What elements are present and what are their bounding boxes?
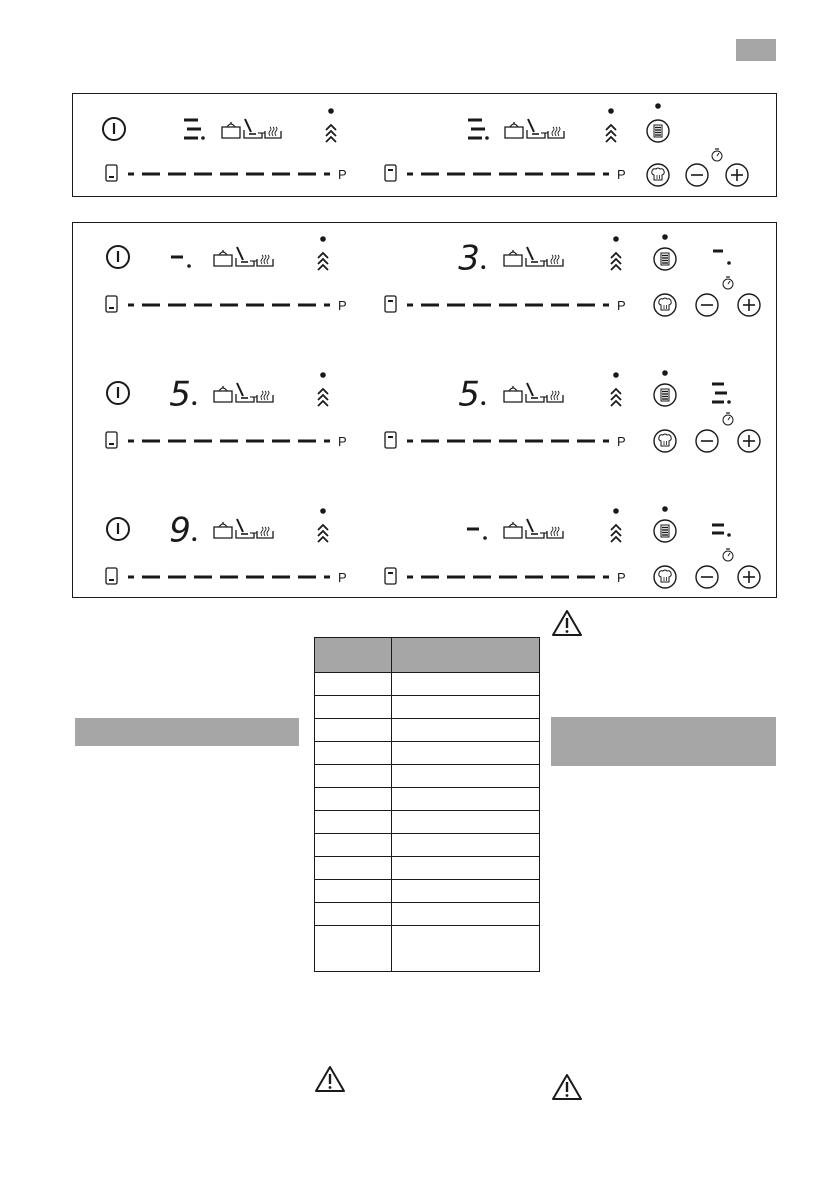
panel-examples-graphics	[73, 223, 778, 599]
menu-icon[interactable]	[654, 520, 676, 542]
zone-indicator-icon	[320, 236, 326, 242]
table-cell	[315, 673, 392, 695]
frying-pan-icon	[236, 383, 257, 402]
pot-icon	[505, 122, 523, 138]
cookware-icons	[504, 519, 563, 538]
slider-end-label: P	[338, 298, 347, 313]
table-row	[315, 765, 539, 788]
display-digit: 5	[169, 374, 191, 415]
table-cell	[392, 811, 539, 833]
table-cell	[392, 673, 539, 695]
table-row	[315, 673, 539, 696]
power-level-display	[458, 238, 485, 278]
pot-icon	[214, 386, 232, 402]
power-slider[interactable]	[385, 296, 626, 313]
page-tab	[736, 39, 776, 61]
power-slider[interactable]	[106, 165, 347, 182]
display-digit: 5	[458, 374, 480, 415]
zone-indicator-icon	[662, 234, 668, 240]
power-level-display	[171, 257, 191, 268]
plus-icon[interactable]	[738, 430, 760, 452]
pot-icon	[214, 522, 232, 538]
zone-indicator-icon	[613, 236, 619, 242]
minus-icon[interactable]	[696, 294, 718, 316]
timer-display	[712, 384, 731, 404]
zone-indicator-icon	[385, 432, 396, 448]
menu-icon[interactable]	[654, 384, 676, 406]
section-heading-bar-left	[75, 718, 299, 746]
panel-top	[72, 93, 777, 197]
pot-icon	[222, 122, 240, 138]
pot-icon	[504, 386, 522, 402]
griddle-icon	[257, 255, 273, 266]
timer-display	[712, 525, 731, 537]
warning-icon	[551, 1073, 583, 1101]
chef-icon[interactable]	[654, 566, 676, 588]
slider-end-label: P	[617, 570, 626, 585]
griddle-icon	[257, 527, 273, 538]
cookware-icons	[214, 383, 273, 402]
table-row	[315, 696, 539, 719]
slider-end-label: P	[617, 298, 626, 313]
chef-icon[interactable]	[654, 430, 676, 452]
table-header-cell	[392, 638, 539, 672]
power-icon[interactable]	[107, 518, 129, 540]
table-cell	[392, 765, 539, 787]
table-row	[315, 880, 539, 903]
zone-indicator-icon	[328, 108, 334, 114]
boost-icon[interactable]	[611, 508, 621, 542]
cookware-icons	[222, 119, 281, 138]
slider-end-label: P	[338, 570, 347, 585]
power-icon[interactable]	[107, 246, 129, 268]
chef-icon[interactable]	[654, 294, 676, 316]
power-level-display	[169, 510, 196, 550]
table-cell	[392, 903, 539, 925]
table-cell	[392, 742, 539, 764]
menu-icon[interactable]	[647, 120, 669, 142]
table-row	[315, 857, 539, 880]
power-level-display	[467, 529, 487, 540]
zone-indicator-icon	[613, 508, 619, 514]
slider-end-label: P	[338, 167, 347, 182]
zone-indicator-icon	[613, 372, 619, 378]
cookware-icons	[214, 519, 273, 538]
cookware-icons	[504, 247, 563, 266]
boost-icon[interactable]	[611, 236, 621, 270]
pot-icon	[504, 522, 522, 538]
power-slider[interactable]	[385, 432, 626, 449]
slider-end-label: P	[617, 167, 626, 182]
pot-icon	[504, 250, 522, 266]
power-slider[interactable]	[106, 296, 347, 313]
display-digit: 3	[458, 238, 480, 279]
warning-icon	[551, 609, 583, 637]
boost-icon[interactable]	[611, 372, 621, 406]
griddle-icon	[547, 391, 563, 402]
zone-indicator-icon	[655, 103, 661, 109]
zone-indicator-icon	[385, 296, 396, 312]
minus-icon[interactable]	[686, 164, 708, 186]
frying-pan-icon	[236, 247, 257, 266]
cookware-icons	[214, 247, 273, 266]
warning-icon	[314, 1065, 346, 1093]
power-level-display	[184, 120, 205, 140]
timer-icon	[723, 277, 733, 289]
timer-icon	[712, 149, 722, 161]
power-level-table	[314, 637, 540, 972]
frying-pan-icon	[526, 383, 547, 402]
frying-pan-icon	[526, 519, 547, 538]
frying-pan-icon	[236, 519, 257, 538]
pot-icon	[214, 250, 232, 266]
table-cell	[315, 788, 392, 810]
power-icon[interactable]	[103, 118, 125, 140]
zone-indicator-icon	[385, 165, 396, 181]
zone-indicator-icon	[320, 508, 326, 514]
table-cell	[392, 880, 539, 902]
table-cell	[315, 742, 392, 764]
table-cell	[392, 696, 539, 718]
boost-icon[interactable]	[606, 108, 616, 142]
griddle-icon	[265, 127, 281, 138]
zone-indicator-icon	[662, 370, 668, 376]
griddle-icon	[547, 527, 563, 538]
table-cell	[315, 903, 392, 925]
frying-pan-icon	[527, 119, 548, 138]
zone-indicator-icon	[385, 568, 396, 584]
boost-icon[interactable]	[326, 108, 336, 142]
griddle-icon	[548, 127, 564, 138]
table-header	[315, 638, 539, 673]
chef-icon[interactable]	[647, 164, 669, 186]
table-cell	[315, 811, 392, 833]
timer-display	[713, 251, 731, 265]
zone-indicator-icon	[106, 568, 117, 584]
table-cell	[315, 834, 392, 856]
boost-icon[interactable]	[318, 236, 328, 270]
table-cell	[315, 719, 392, 741]
table-header-cell	[315, 638, 392, 672]
power-slider[interactable]	[106, 568, 347, 585]
table-cell	[392, 926, 539, 971]
plus-icon[interactable]	[726, 164, 748, 186]
table-cell	[392, 857, 539, 879]
griddle-icon	[547, 255, 563, 266]
section-heading-bar-right	[551, 717, 776, 766]
minus-icon[interactable]	[696, 566, 718, 588]
plus-icon[interactable]	[738, 566, 760, 588]
power-slider[interactable]	[385, 568, 626, 585]
zone-indicator-icon	[662, 506, 668, 512]
table-cell	[392, 788, 539, 810]
boost-icon[interactable]	[318, 508, 328, 542]
power-icon[interactable]	[107, 382, 129, 404]
cookware-icons	[505, 119, 564, 138]
zone-indicator-icon	[106, 296, 117, 312]
frying-pan-icon	[526, 247, 547, 266]
table-body	[315, 673, 539, 971]
timer-icon	[723, 549, 733, 561]
cookware-icons	[504, 383, 563, 402]
power-level-display	[169, 374, 196, 414]
zone-indicator-icon	[106, 165, 117, 181]
table-row	[315, 811, 539, 834]
power-slider[interactable]	[106, 432, 347, 449]
zone-indicator-icon	[320, 372, 326, 378]
table-cell	[315, 696, 392, 718]
table-cell	[315, 926, 392, 971]
table-row	[315, 788, 539, 811]
table-row	[315, 742, 539, 765]
table-cell	[392, 834, 539, 856]
display-digit: 9	[169, 510, 191, 551]
panel-top-graphics	[73, 94, 778, 198]
timer-icon	[723, 413, 733, 425]
griddle-icon	[257, 391, 273, 402]
zone-indicator-icon	[106, 432, 117, 448]
power-level-display	[458, 374, 485, 414]
plus-icon[interactable]	[738, 294, 760, 316]
power-level-display	[468, 120, 489, 140]
table-cell	[315, 880, 392, 902]
power-slider[interactable]	[385, 165, 626, 182]
table-row	[315, 719, 539, 742]
table-cell	[315, 765, 392, 787]
table-cell	[315, 857, 392, 879]
menu-icon[interactable]	[654, 248, 676, 270]
table-row	[315, 926, 539, 971]
boost-icon[interactable]	[318, 372, 328, 406]
zone-indicator-icon	[608, 108, 614, 114]
frying-pan-icon	[244, 119, 265, 138]
slider-end-label: P	[338, 434, 347, 449]
table-cell	[392, 719, 539, 741]
table-row	[315, 834, 539, 857]
slider-end-label: P	[617, 434, 626, 449]
minus-icon[interactable]	[696, 430, 718, 452]
panel-examples	[72, 222, 777, 598]
table-row	[315, 903, 539, 926]
